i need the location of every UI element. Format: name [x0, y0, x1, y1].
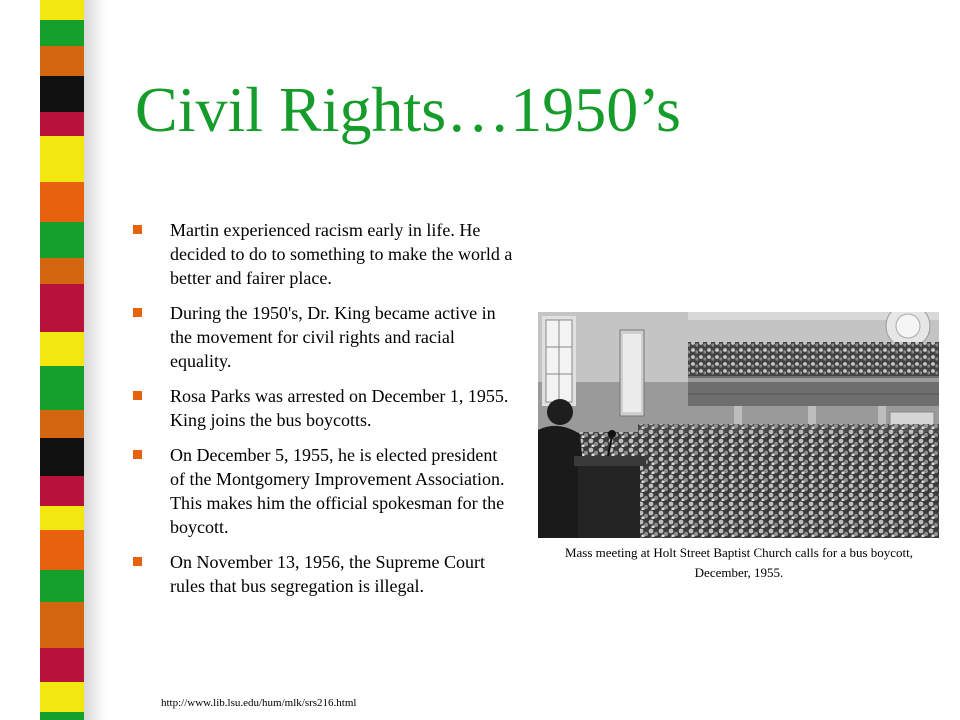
bullet-list	[133, 218, 513, 609]
color-stripe	[40, 438, 84, 476]
bullet-item	[133, 443, 513, 539]
bullet-text: On December 5, 1955, he is elected president of the Montgomery Improvement Association. This makes him the official spokesman for the boycott.	[170, 445, 505, 537]
square-bullet-icon	[133, 557, 142, 566]
square-bullet-icon	[133, 450, 142, 459]
color-stripe	[40, 506, 84, 530]
photo-caption: Mass meeting at Holt Street Baptist Church calls for a bus boycott, December, 1955.	[564, 545, 914, 580]
color-stripe	[40, 366, 84, 410]
bullet-item	[133, 301, 513, 373]
color-stripe	[40, 602, 84, 648]
bullet-text: On November 13, 1956, the Supreme Court rules that bus segregation is illegal.	[170, 552, 485, 596]
color-stripe	[40, 136, 84, 182]
square-bullet-icon	[133, 225, 142, 234]
bullet-item	[133, 384, 513, 432]
color-stripe	[40, 410, 84, 438]
bullet-text: Martin experienced racism early in life. He decided to do to something to make the world a better and fairer place.	[170, 220, 513, 288]
color-stripe	[40, 20, 84, 46]
color-stripe	[40, 648, 84, 682]
decorative-stripe-bar	[40, 0, 84, 720]
color-stripe	[40, 332, 84, 366]
square-bullet-icon	[133, 391, 142, 400]
color-stripe	[40, 712, 84, 720]
color-stripe	[40, 284, 84, 332]
bullet-item	[133, 550, 513, 598]
color-stripe	[40, 530, 84, 570]
square-bullet-icon	[133, 308, 142, 317]
color-stripe	[40, 112, 84, 136]
source-url[interactable]: http://www.lib.lsu.edu/hum/mlk/srs216.html	[161, 697, 357, 709]
bullet-text: During the 1950's, Dr. King became active in the movement for civil rights and racial equality.	[170, 303, 496, 371]
color-stripe	[40, 476, 84, 506]
color-stripe	[40, 570, 84, 602]
color-stripe	[40, 222, 84, 258]
slide-title: Civil Rights…1950’s	[135, 74, 681, 145]
church-meeting-photo	[538, 312, 939, 538]
color-stripe	[40, 182, 84, 222]
color-stripe	[40, 258, 84, 284]
color-stripe	[40, 0, 84, 20]
color-stripe	[40, 46, 84, 76]
color-stripe	[40, 682, 84, 712]
stripe-bar-shadow	[84, 0, 106, 720]
bullet-text: Rosa Parks was arrested on December 1, 1955. King joins the bus boycotts.	[170, 386, 509, 430]
bullet-item	[133, 218, 513, 290]
color-stripe	[40, 76, 84, 112]
